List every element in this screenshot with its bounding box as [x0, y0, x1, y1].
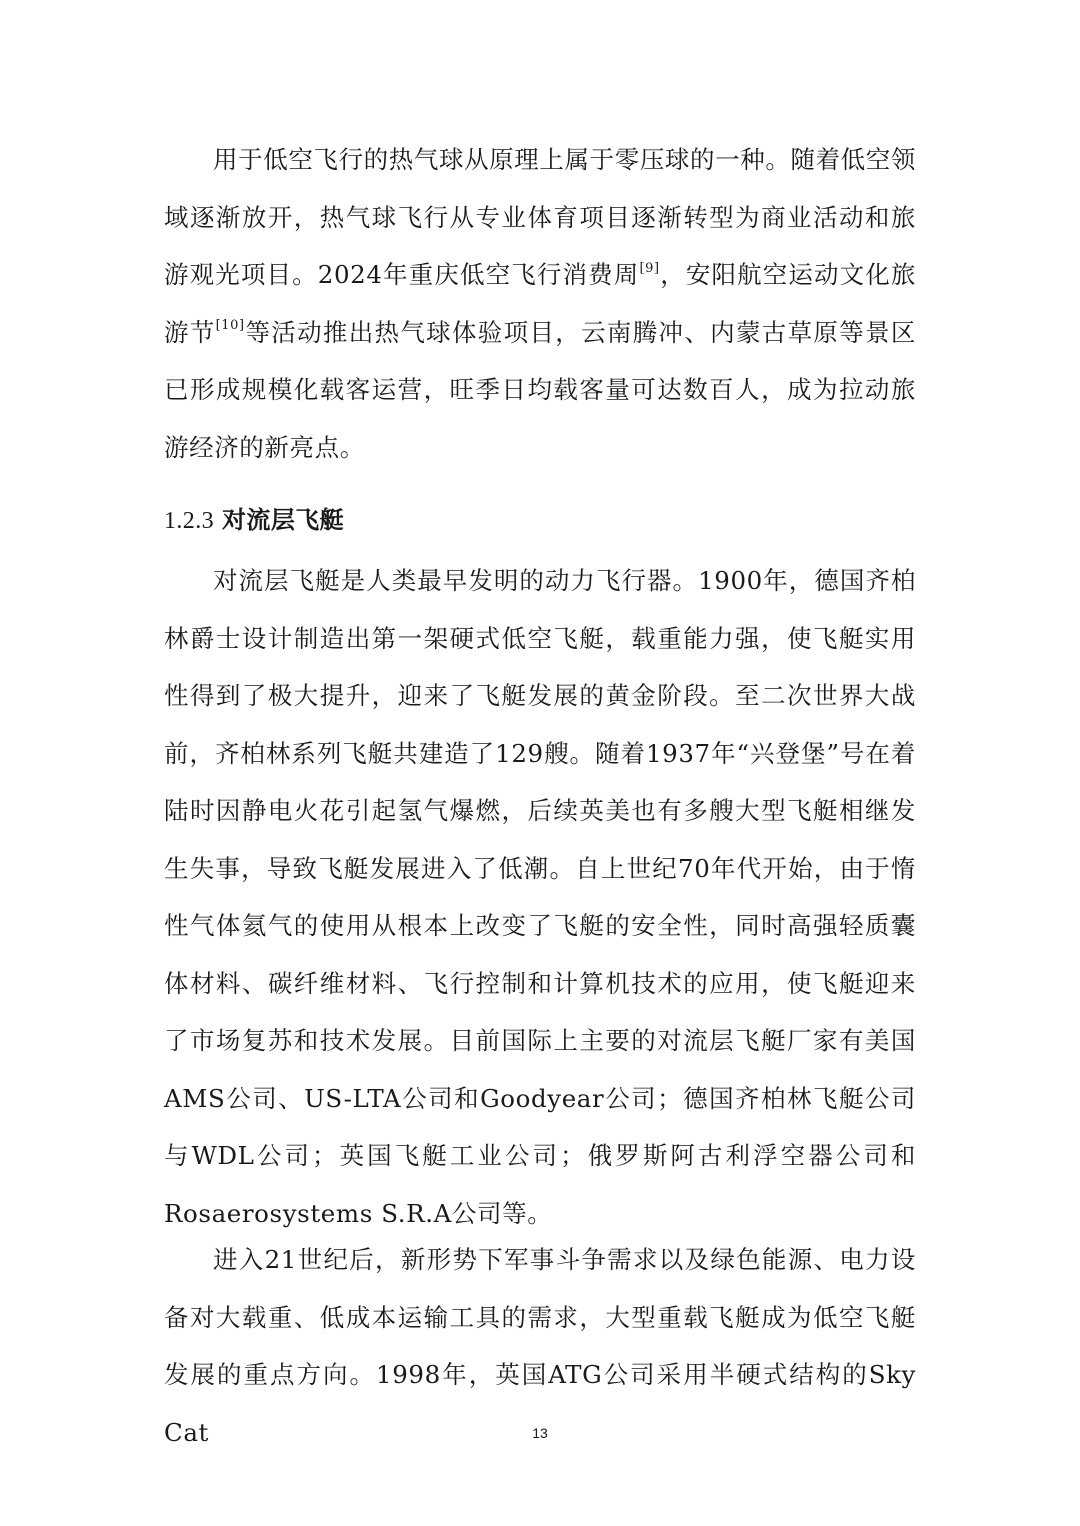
body-paragraph [164, 131, 916, 476]
citation-ref: [9] [639, 260, 660, 276]
body-paragraph: 进入21世纪后，新形势下军事斗争需求以及绿色能源、电力设备对大载重、低成本运输工具的需求，大型重载飞艇成为低空飞艇发展的重点方向。1998年，英国ATG公司采用半硬式结构的Sky Cat [164, 1245, 916, 1447]
paragraph-text: ，安阳航空运动文化旅游节 [164, 260, 916, 347]
page-number: 13 [532, 1425, 548, 1441]
paragraph-text: 等活动推出热气球体验项目，云南腾冲、内蒙古草原等景区已形成规模化载客运营，旺季日均载客量可达数百人，成为拉动旅游经济的新亮点。 [164, 317, 916, 462]
body-paragraph: 对流层飞艇是人类最早发明的动力飞行器。1900年，德国齐柏林爵士设计制造出第一架硬式低空飞艇，载重能力强，使飞艇实用性得到了极大提升，迎来了飞艇发展的黄金阶段。至二次世界大战前，齐柏林系列飞艇共建造了129艘。随着1937年“兴登堡”号在着陆时因静电火花引起氢气爆燃，后续英美也有多艘大型飞艇相继发生失事，导致飞艇发展进入了低潮。自上世纪70年代开始，由于惰性气体氦气的使用从根本上改变了飞艇的安全性，同时高强轻质囊体材料、碳纤维材料、飞行控制和计算机技术的应用，使飞艇迎来了市场复苏和技术发展。目前国际上主要的对流层飞艇厂家有美国AMS公司、US-LTA公司和Goodyear公司；德国齐柏林飞艇公司与WDL公司；英国飞艇工业公司；俄罗斯阿古利浮空器公司和Rosaerosystems S.R.A公司等。 [164, 566, 916, 1228]
paragraph-text: 用于低空飞行的热气球从原理上属于零压球的一种。随着低空领域逐渐放开，热气球飞行从专业体育项目逐渐转型为商业活动和旅游观光项目。2024年重庆低空飞行消费周 [164, 145, 916, 289]
section-title: 对流层飞艇 [222, 506, 345, 534]
section-number: 1.2.3 [164, 508, 214, 534]
citation-ref: [10] [215, 318, 245, 334]
section-heading [164, 498, 344, 543]
